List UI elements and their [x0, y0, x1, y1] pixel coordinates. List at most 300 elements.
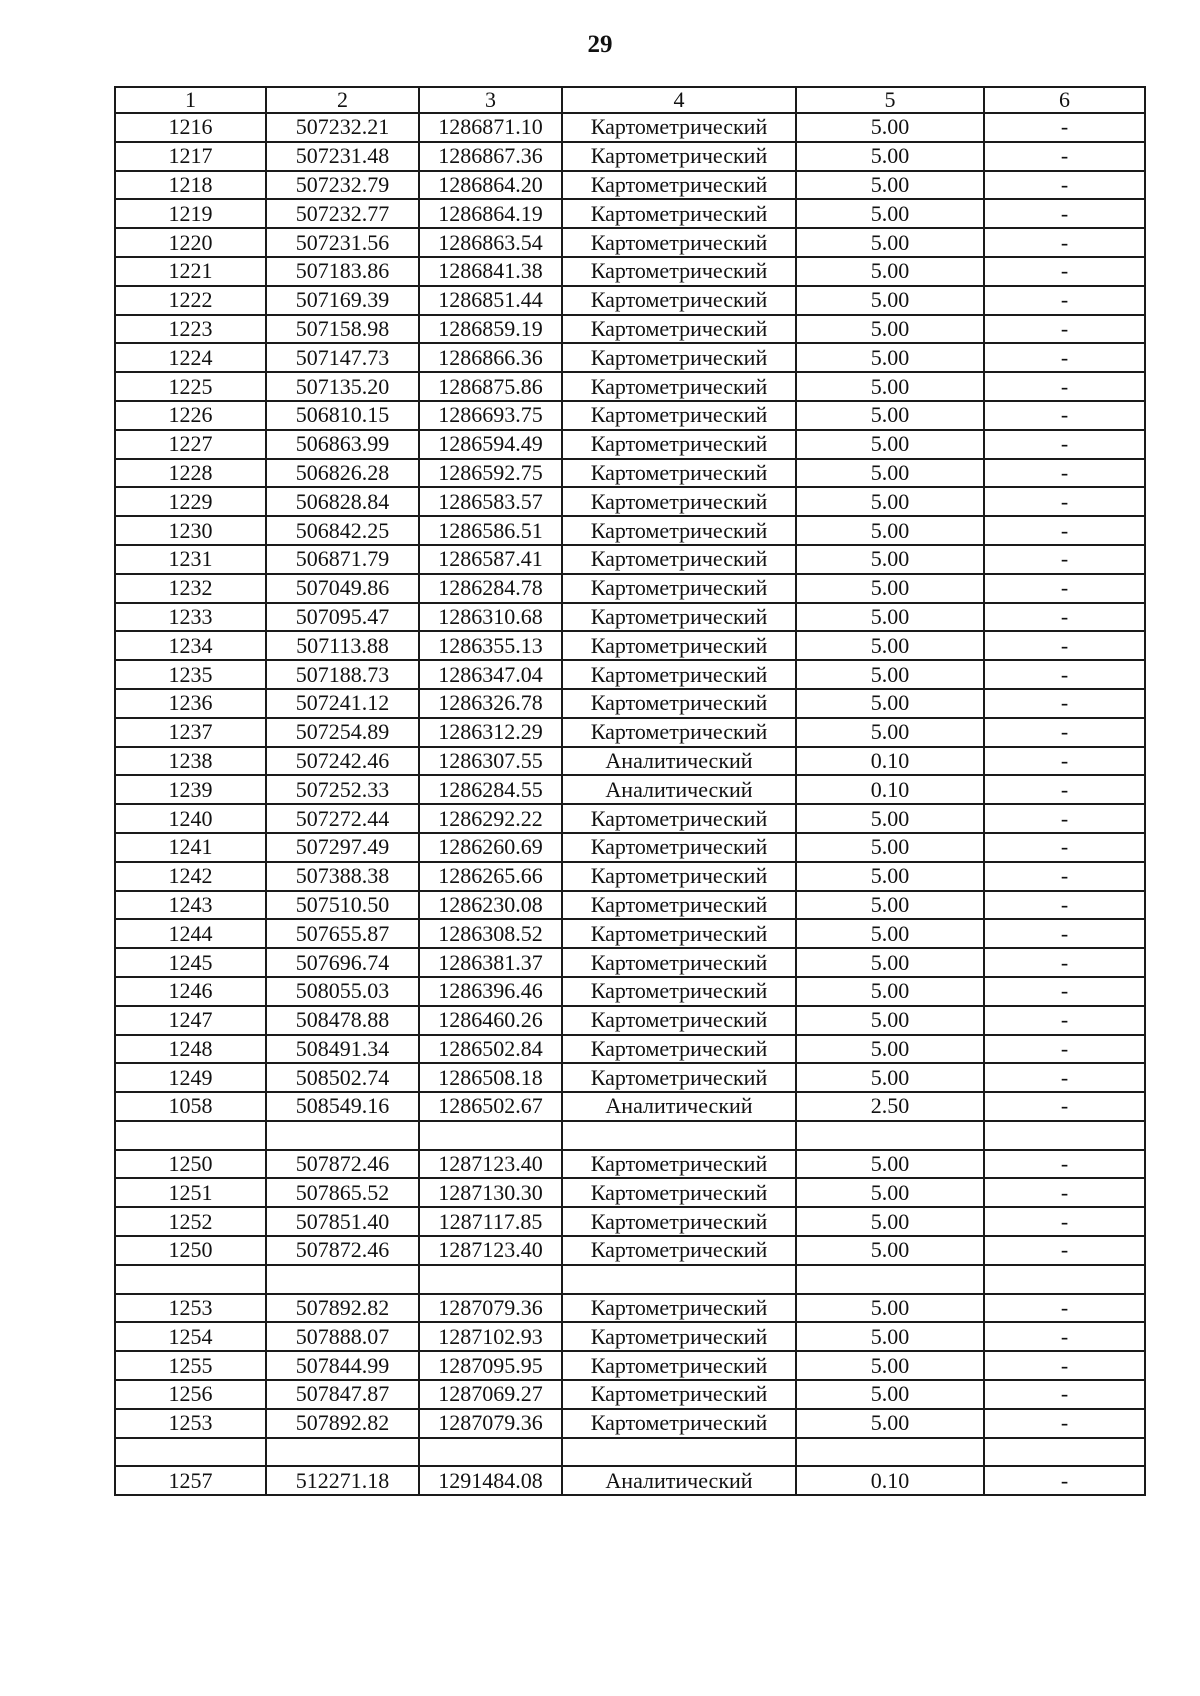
y-coordinate-cell: 1287069.27 [419, 1380, 562, 1409]
y-coordinate-cell: 1287130.30 [419, 1178, 562, 1207]
table-row [115, 977, 1145, 1006]
accuracy-cell: 5.00 [796, 516, 984, 545]
x-coordinate-cell: 507232.21 [266, 113, 419, 142]
accuracy-cell: 5.00 [796, 1207, 984, 1236]
method-cell: Картометрический [562, 487, 796, 516]
table-row [115, 459, 1145, 488]
point-number-cell: 1234 [115, 631, 266, 660]
column-header: 5 [796, 87, 984, 113]
method-cell: Картометрический [562, 372, 796, 401]
y-coordinate-cell: 1286307.55 [419, 747, 562, 776]
table-row [115, 142, 1145, 171]
table-header-row [115, 87, 1145, 113]
note-cell: - [984, 1294, 1145, 1323]
accuracy-cell: 5.00 [796, 804, 984, 833]
method-cell: Картометрический [562, 718, 796, 747]
method-cell: Картометрический [562, 171, 796, 200]
x-coordinate-cell: 506826.28 [266, 459, 419, 488]
note-cell: - [984, 718, 1145, 747]
point-number-cell: 1250 [115, 1236, 266, 1265]
accuracy-cell [796, 1121, 984, 1150]
table-row [115, 1150, 1145, 1179]
x-coordinate-cell: 507231.56 [266, 228, 419, 257]
method-cell: Аналитический [562, 747, 796, 776]
method-cell: Картометрический [562, 574, 796, 603]
accuracy-cell: 5.00 [796, 660, 984, 689]
x-coordinate-cell: 507847.87 [266, 1380, 419, 1409]
x-coordinate-cell: 507113.88 [266, 631, 419, 660]
accuracy-cell: 5.00 [796, 228, 984, 257]
x-coordinate-cell: 507272.44 [266, 804, 419, 833]
accuracy-cell: 5.00 [796, 487, 984, 516]
method-cell: Картометрический [562, 199, 796, 228]
method-cell: Картометрический [562, 315, 796, 344]
table-row [115, 315, 1145, 344]
method-cell: Картометрический [562, 1035, 796, 1064]
accuracy-cell: 5.00 [796, 862, 984, 891]
column-header: 4 [562, 87, 796, 113]
note-cell: - [984, 487, 1145, 516]
table-row [115, 228, 1145, 257]
point-number-cell: 1253 [115, 1294, 266, 1323]
point-number-cell: 1235 [115, 660, 266, 689]
point-number-cell: 1228 [115, 459, 266, 488]
table-row [115, 1178, 1145, 1207]
y-coordinate-cell: 1286864.20 [419, 171, 562, 200]
table-row [115, 1006, 1145, 1035]
method-cell: Аналитический [562, 1466, 796, 1495]
accuracy-cell: 5.00 [796, 1380, 984, 1409]
note-cell: - [984, 343, 1145, 372]
note-cell: - [984, 804, 1145, 833]
point-number-cell: 1226 [115, 401, 266, 430]
accuracy-cell: 5.00 [796, 833, 984, 862]
accuracy-cell: 5.00 [796, 574, 984, 603]
y-coordinate-cell: 1286326.78 [419, 689, 562, 718]
x-coordinate-cell: 507297.49 [266, 833, 419, 862]
point-number-cell: 1225 [115, 372, 266, 401]
accuracy-cell: 5.00 [796, 1035, 984, 1064]
table-row [115, 343, 1145, 372]
table-row [115, 631, 1145, 660]
note-cell: - [984, 401, 1145, 430]
method-cell: Картометрический [562, 1351, 796, 1380]
x-coordinate-cell [266, 1265, 419, 1294]
note-cell: - [984, 257, 1145, 286]
y-coordinate-cell: 1286859.19 [419, 315, 562, 344]
y-coordinate-cell: 1291484.08 [419, 1466, 562, 1495]
table-row [115, 199, 1145, 228]
note-cell: - [984, 1466, 1145, 1495]
table-row [115, 660, 1145, 689]
point-number-cell: 1242 [115, 862, 266, 891]
note-cell [984, 1265, 1145, 1294]
accuracy-cell: 2.50 [796, 1092, 984, 1121]
accuracy-cell: 5.00 [796, 343, 984, 372]
point-number-cell: 1238 [115, 747, 266, 776]
x-coordinate-cell: 507049.86 [266, 574, 419, 603]
point-number-cell: 1221 [115, 257, 266, 286]
table-row [115, 718, 1145, 747]
table-row [115, 1236, 1145, 1265]
method-cell: Картометрический [562, 689, 796, 718]
point-number-cell: 1237 [115, 718, 266, 747]
point-number-cell: 1256 [115, 1380, 266, 1409]
note-cell: - [984, 545, 1145, 574]
table-row [115, 948, 1145, 977]
method-cell: Картометрический [562, 1063, 796, 1092]
point-number-cell: 1252 [115, 1207, 266, 1236]
table-row [115, 862, 1145, 891]
y-coordinate-cell: 1286583.57 [419, 487, 562, 516]
point-number-cell: 1232 [115, 574, 266, 603]
accuracy-cell: 0.10 [796, 775, 984, 804]
accuracy-cell: 5.00 [796, 1294, 984, 1323]
method-cell: Картометрический [562, 343, 796, 372]
table-row [115, 1092, 1145, 1121]
accuracy-cell: 5.00 [796, 1063, 984, 1092]
note-cell: - [984, 459, 1145, 488]
x-coordinate-cell: 507147.73 [266, 343, 419, 372]
note-cell [984, 1121, 1145, 1150]
note-cell: - [984, 919, 1145, 948]
table-row [115, 286, 1145, 315]
y-coordinate-cell: 1286693.75 [419, 401, 562, 430]
accuracy-cell: 0.10 [796, 1466, 984, 1495]
x-coordinate-cell: 508055.03 [266, 977, 419, 1006]
table-row [115, 804, 1145, 833]
y-coordinate-cell: 1286312.29 [419, 718, 562, 747]
x-coordinate-cell: 508491.34 [266, 1035, 419, 1064]
note-cell: - [984, 372, 1145, 401]
y-coordinate-cell: 1286502.84 [419, 1035, 562, 1064]
y-coordinate-cell: 1287079.36 [419, 1294, 562, 1323]
method-cell [562, 1265, 796, 1294]
method-cell: Картометрический [562, 401, 796, 430]
method-cell [562, 1438, 796, 1467]
accuracy-cell: 5.00 [796, 1178, 984, 1207]
method-cell: Картометрический [562, 660, 796, 689]
note-cell: - [984, 948, 1145, 977]
accuracy-cell: 5.00 [796, 199, 984, 228]
point-number-cell: 1246 [115, 977, 266, 1006]
x-coordinate-cell: 507252.33 [266, 775, 419, 804]
y-coordinate-cell: 1286310.68 [419, 603, 562, 632]
method-cell: Картометрический [562, 1409, 796, 1438]
point-number-cell: 1219 [115, 199, 266, 228]
note-cell: - [984, 574, 1145, 603]
table-row [115, 171, 1145, 200]
y-coordinate-cell: 1286841.38 [419, 257, 562, 286]
table-row [115, 919, 1145, 948]
x-coordinate-cell: 507242.46 [266, 747, 419, 776]
point-number-cell: 1257 [115, 1466, 266, 1495]
accuracy-cell: 5.00 [796, 1351, 984, 1380]
y-coordinate-cell: 1286863.54 [419, 228, 562, 257]
point-number-cell: 1222 [115, 286, 266, 315]
point-number-cell: 1227 [115, 430, 266, 459]
accuracy-cell: 5.00 [796, 1236, 984, 1265]
table-row [115, 603, 1145, 632]
column-header: 6 [984, 87, 1145, 113]
point-number-cell: 1217 [115, 142, 266, 171]
accuracy-cell: 5.00 [796, 718, 984, 747]
x-coordinate-cell: 507655.87 [266, 919, 419, 948]
table-row [115, 1322, 1145, 1351]
accuracy-cell: 5.00 [796, 1409, 984, 1438]
x-coordinate-cell: 507865.52 [266, 1178, 419, 1207]
method-cell: Картометрический [562, 142, 796, 171]
method-cell: Картометрический [562, 804, 796, 833]
method-cell: Картометрический [562, 1150, 796, 1179]
accuracy-cell: 5.00 [796, 430, 984, 459]
accuracy-cell: 5.00 [796, 948, 984, 977]
accuracy-cell: 5.00 [796, 171, 984, 200]
table-row [115, 833, 1145, 862]
table-row [115, 1265, 1145, 1294]
note-cell: - [984, 516, 1145, 545]
method-cell: Картометрический [562, 286, 796, 315]
accuracy-cell: 5.00 [796, 631, 984, 660]
page-number: 29 [587, 31, 613, 58]
note-cell: - [984, 977, 1145, 1006]
table-body [115, 87, 1145, 1495]
accuracy-cell: 5.00 [796, 401, 984, 430]
method-cell: Картометрический [562, 228, 796, 257]
x-coordinate-cell [266, 1121, 419, 1150]
table-row [115, 1035, 1145, 1064]
x-coordinate-cell: 506863.99 [266, 430, 419, 459]
point-number-cell: 1245 [115, 948, 266, 977]
method-cell: Картометрический [562, 833, 796, 862]
table-row [115, 747, 1145, 776]
note-cell: - [984, 1207, 1145, 1236]
x-coordinate-cell: 507169.39 [266, 286, 419, 315]
note-cell: - [984, 142, 1145, 171]
method-cell: Картометрический [562, 631, 796, 660]
accuracy-cell: 5.00 [796, 603, 984, 632]
column-header: 1 [115, 87, 266, 113]
note-cell: - [984, 862, 1145, 891]
x-coordinate-cell: 507183.86 [266, 257, 419, 286]
y-coordinate-cell [419, 1438, 562, 1467]
table-row [115, 372, 1145, 401]
method-cell: Картометрический [562, 603, 796, 632]
x-coordinate-cell: 507095.47 [266, 603, 419, 632]
table-row [115, 1466, 1145, 1495]
x-coordinate-cell: 507241.12 [266, 689, 419, 718]
note-cell: - [984, 631, 1145, 660]
y-coordinate-cell: 1286460.26 [419, 1006, 562, 1035]
table-row [115, 1438, 1145, 1467]
point-number-cell: 1230 [115, 516, 266, 545]
y-coordinate-cell: 1286587.41 [419, 545, 562, 574]
x-coordinate-cell: 507510.50 [266, 891, 419, 920]
table-row [115, 775, 1145, 804]
y-coordinate-cell: 1286265.66 [419, 862, 562, 891]
point-number-cell: 1224 [115, 343, 266, 372]
accuracy-cell: 5.00 [796, 459, 984, 488]
x-coordinate-cell: 507851.40 [266, 1207, 419, 1236]
accuracy-cell: 5.00 [796, 919, 984, 948]
y-coordinate-cell: 1286284.78 [419, 574, 562, 603]
y-coordinate-cell: 1287079.36 [419, 1409, 562, 1438]
note-cell: - [984, 833, 1145, 862]
x-coordinate-cell: 507158.98 [266, 315, 419, 344]
y-coordinate-cell: 1286866.36 [419, 343, 562, 372]
method-cell: Картометрический [562, 1322, 796, 1351]
note-cell: - [984, 430, 1145, 459]
y-coordinate-cell: 1286508.18 [419, 1063, 562, 1092]
point-number-cell: 1231 [115, 545, 266, 574]
y-coordinate-cell: 1287117.85 [419, 1207, 562, 1236]
note-cell: - [984, 689, 1145, 718]
method-cell: Аналитический [562, 1092, 796, 1121]
table-row [115, 1207, 1145, 1236]
method-cell: Картометрический [562, 545, 796, 574]
table-row [115, 113, 1145, 142]
point-number-cell: 1058 [115, 1092, 266, 1121]
y-coordinate-cell: 1286594.49 [419, 430, 562, 459]
method-cell: Картометрический [562, 891, 796, 920]
y-coordinate-cell: 1286284.55 [419, 775, 562, 804]
point-number-cell [115, 1121, 266, 1150]
table-row [115, 401, 1145, 430]
y-coordinate-cell: 1286260.69 [419, 833, 562, 862]
method-cell: Картометрический [562, 257, 796, 286]
y-coordinate-cell: 1286347.04 [419, 660, 562, 689]
x-coordinate-cell: 507388.38 [266, 862, 419, 891]
point-number-cell: 1241 [115, 833, 266, 862]
note-cell: - [984, 1178, 1145, 1207]
point-number-cell: 1243 [115, 891, 266, 920]
point-number-cell: 1240 [115, 804, 266, 833]
y-coordinate-cell: 1286586.51 [419, 516, 562, 545]
x-coordinate-cell: 508549.16 [266, 1092, 419, 1121]
point-number-cell: 1253 [115, 1409, 266, 1438]
y-coordinate-cell: 1286864.19 [419, 199, 562, 228]
accuracy-cell [796, 1438, 984, 1467]
point-number-cell: 1239 [115, 775, 266, 804]
point-number-cell: 1244 [115, 919, 266, 948]
method-cell: Картометрический [562, 516, 796, 545]
accuracy-cell [796, 1265, 984, 1294]
point-number-cell [115, 1265, 266, 1294]
y-coordinate-cell: 1286230.08 [419, 891, 562, 920]
accuracy-cell: 5.00 [796, 257, 984, 286]
note-cell: - [984, 603, 1145, 632]
x-coordinate-cell: 507844.99 [266, 1351, 419, 1380]
note-cell: - [984, 1035, 1145, 1064]
accuracy-cell: 5.00 [796, 1006, 984, 1035]
point-number-cell: 1220 [115, 228, 266, 257]
y-coordinate-cell: 1286355.13 [419, 631, 562, 660]
note-cell: - [984, 171, 1145, 200]
method-cell [562, 1121, 796, 1150]
method-cell: Картометрический [562, 1006, 796, 1035]
accuracy-cell: 5.00 [796, 142, 984, 171]
table-row [115, 545, 1145, 574]
accuracy-cell: 5.00 [796, 372, 984, 401]
method-cell: Картометрический [562, 919, 796, 948]
y-coordinate-cell: 1286871.10 [419, 113, 562, 142]
point-number-cell: 1218 [115, 171, 266, 200]
y-coordinate-cell [419, 1121, 562, 1150]
method-cell: Картометрический [562, 1236, 796, 1265]
table-row [115, 487, 1145, 516]
column-header: 3 [419, 87, 562, 113]
x-coordinate-cell: 507888.07 [266, 1322, 419, 1351]
table-row [115, 891, 1145, 920]
x-coordinate-cell: 506842.25 [266, 516, 419, 545]
point-number-cell: 1247 [115, 1006, 266, 1035]
method-cell: Картометрический [562, 459, 796, 488]
table-row [115, 257, 1145, 286]
point-number-cell: 1248 [115, 1035, 266, 1064]
x-coordinate-cell: 506871.79 [266, 545, 419, 574]
note-cell: - [984, 660, 1145, 689]
point-number-cell: 1254 [115, 1322, 266, 1351]
y-coordinate-cell: 1287123.40 [419, 1236, 562, 1265]
method-cell: Картометрический [562, 1178, 796, 1207]
note-cell: - [984, 1236, 1145, 1265]
point-number-cell: 1251 [115, 1178, 266, 1207]
x-coordinate-cell: 507872.46 [266, 1150, 419, 1179]
y-coordinate-cell: 1286396.46 [419, 977, 562, 1006]
note-cell: - [984, 775, 1145, 804]
y-coordinate-cell: 1286851.44 [419, 286, 562, 315]
table-row [115, 574, 1145, 603]
x-coordinate-cell: 507231.48 [266, 142, 419, 171]
accuracy-cell: 5.00 [796, 1150, 984, 1179]
point-number-cell: 1216 [115, 113, 266, 142]
column-header: 2 [266, 87, 419, 113]
accuracy-cell: 5.00 [796, 1322, 984, 1351]
point-number-cell: 1229 [115, 487, 266, 516]
x-coordinate-cell: 507892.82 [266, 1294, 419, 1323]
accuracy-cell: 5.00 [796, 977, 984, 1006]
method-cell: Картометрический [562, 1294, 796, 1323]
x-coordinate-cell: 507232.79 [266, 171, 419, 200]
y-coordinate-cell: 1286292.22 [419, 804, 562, 833]
note-cell: - [984, 1092, 1145, 1121]
method-cell: Картометрический [562, 430, 796, 459]
note-cell: - [984, 286, 1145, 315]
note-cell: - [984, 1063, 1145, 1092]
point-number-cell: 1255 [115, 1351, 266, 1380]
x-coordinate-cell: 512271.18 [266, 1466, 419, 1495]
note-cell [984, 1438, 1145, 1467]
accuracy-cell: 5.00 [796, 315, 984, 344]
note-cell: - [984, 1150, 1145, 1179]
note-cell: - [984, 199, 1145, 228]
accuracy-cell: 5.00 [796, 545, 984, 574]
accuracy-cell: 5.00 [796, 286, 984, 315]
method-cell: Картометрический [562, 948, 796, 977]
x-coordinate-cell: 508478.88 [266, 1006, 419, 1035]
note-cell: - [984, 228, 1145, 257]
method-cell: Картометрический [562, 1380, 796, 1409]
accuracy-cell: 5.00 [796, 689, 984, 718]
note-cell: - [984, 1351, 1145, 1380]
table-row [115, 1380, 1145, 1409]
table-row [115, 1409, 1145, 1438]
x-coordinate-cell: 507872.46 [266, 1236, 419, 1265]
y-coordinate-cell: 1286592.75 [419, 459, 562, 488]
method-cell: Картометрический [562, 1207, 796, 1236]
note-cell: - [984, 113, 1145, 142]
accuracy-cell: 5.00 [796, 113, 984, 142]
